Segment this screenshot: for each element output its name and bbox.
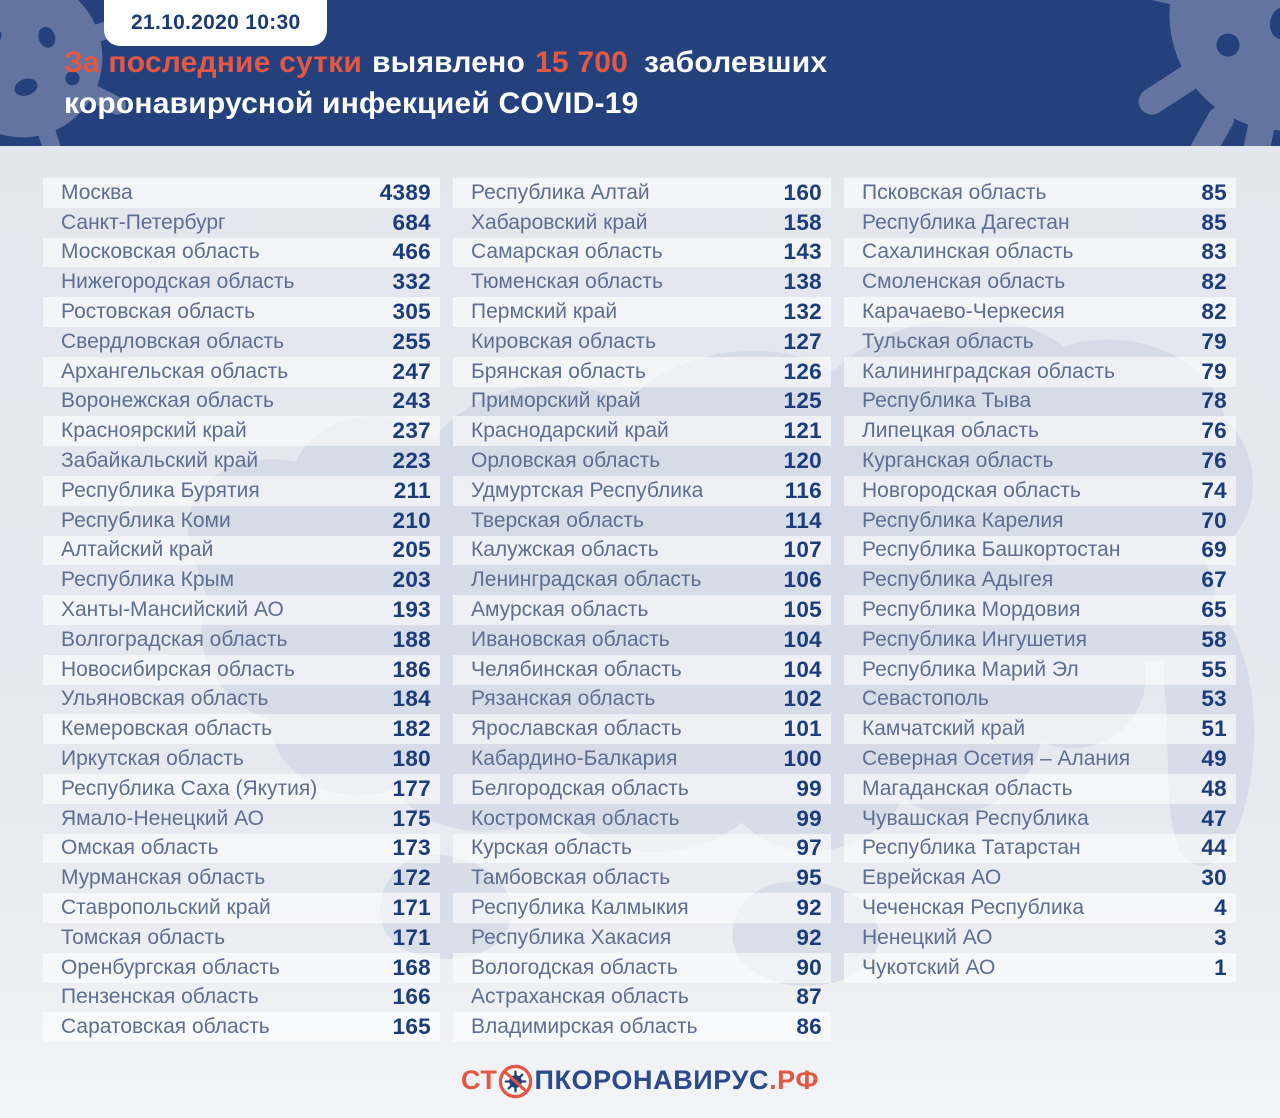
region-value: 165 [392, 1014, 431, 1040]
region-name: Москва [61, 180, 133, 204]
logo-mid: ПКОРОНАВИРУС [534, 1065, 770, 1095]
table-row [453, 297, 831, 327]
title-tail: заболевших [644, 46, 828, 79]
table-row [43, 416, 440, 446]
table-row [844, 714, 1236, 744]
region-value: 247 [392, 358, 431, 384]
table-row [844, 625, 1236, 655]
region-name: Астраханская область [471, 985, 689, 1009]
region-value: 95 [796, 865, 822, 891]
region-name: Омская область [61, 836, 219, 860]
region-name: Республика Марий Эл [862, 657, 1079, 681]
region-value: 76 [1201, 448, 1227, 474]
region-name: Костромская область [471, 806, 680, 830]
region-value: 243 [392, 388, 431, 414]
region-name: Республика Татарстан [862, 836, 1081, 860]
table-row [844, 774, 1236, 804]
region-value: 211 [393, 477, 431, 503]
region-name: Вологодская область [471, 955, 678, 979]
table-row [43, 983, 440, 1013]
table-row [43, 625, 440, 655]
region-name: Республика Карелия [862, 508, 1064, 532]
region-name: Республика Бурятия [61, 478, 260, 502]
table-row [844, 804, 1236, 834]
table-row [844, 327, 1236, 357]
region-value: 255 [392, 328, 431, 354]
region-name: Саратовская область [61, 1015, 270, 1039]
title-line-2: коронавирусной инфекцией COVID-19 [64, 87, 639, 120]
region-name: Краснодарский край [471, 419, 669, 443]
table-row [453, 774, 831, 804]
table-row [43, 804, 440, 834]
region-value: 120 [783, 448, 822, 474]
region-value: 101 [783, 716, 822, 742]
region-name: Чувашская Республика [862, 806, 1089, 830]
table-row [43, 655, 440, 685]
region-name: Московская область [61, 240, 260, 264]
region-value: 173 [392, 835, 431, 861]
region-value: 99 [796, 805, 822, 831]
region-value: 205 [392, 537, 431, 563]
region-name: Республика Адыгея [862, 568, 1054, 592]
region-name: Республика Тыва [862, 389, 1032, 413]
header [0, 0, 1280, 146]
region-value: 104 [783, 626, 822, 652]
region-name: Удмуртская Республика [471, 478, 704, 502]
region-value: 85 [1201, 209, 1227, 235]
region-name: Пензенская область [61, 985, 259, 1009]
table-row [453, 1012, 831, 1042]
region-name: Брянская область [471, 359, 646, 383]
region-name: Рязанская область [471, 687, 656, 711]
body [0, 146, 1280, 1118]
region-name: Орловская область [471, 449, 661, 473]
table-row [453, 983, 831, 1013]
region-value: 97 [796, 835, 822, 861]
table-row [844, 416, 1236, 446]
region-value: 65 [1201, 597, 1227, 623]
region-value: 188 [392, 626, 431, 652]
table-row [43, 774, 440, 804]
table-row [453, 327, 831, 357]
region-value: 1 [1214, 954, 1227, 980]
region-value: 79 [1201, 358, 1227, 384]
table-row [844, 267, 1236, 297]
region-name: Пермский край [471, 300, 618, 324]
region-value: 74 [1201, 477, 1227, 503]
table-row [43, 685, 440, 715]
table-row [453, 595, 831, 625]
region-name: Свердловская область [61, 329, 285, 353]
table-row [43, 595, 440, 625]
region-value: 92 [796, 895, 822, 921]
table-row [453, 357, 831, 387]
table-row [844, 595, 1236, 625]
region-name: Псковская область [862, 180, 1047, 204]
region-value: 116 [784, 477, 822, 503]
region-name: Северная Осетия – Алания [862, 747, 1131, 771]
region-value: 104 [783, 656, 822, 682]
table-row [43, 238, 440, 268]
table-row [844, 506, 1236, 536]
region-value: 171 [392, 895, 431, 921]
region-value: 105 [783, 597, 822, 623]
region-name: Республика Дагестан [862, 210, 1070, 234]
region-value: 107 [783, 537, 822, 563]
region-value: 69 [1201, 537, 1227, 563]
region-name: Челябинская область [471, 657, 682, 681]
region-name: Курская область [471, 836, 632, 860]
region-name: Амурская область [471, 598, 649, 622]
region-value: 184 [392, 686, 431, 712]
logo-prefix: СТ [460, 1065, 498, 1095]
region-name: Новгородская область [862, 478, 1081, 502]
region-name: Приморский край [471, 389, 641, 413]
table-row [43, 357, 440, 387]
region-value: 175 [392, 805, 431, 831]
table-row [453, 267, 831, 297]
region-name: Кировская область [471, 329, 657, 353]
region-name: Калининградская область [862, 359, 1115, 383]
region-name: Ивановская область [471, 627, 670, 651]
region-name: Владимирская область [471, 1015, 698, 1039]
region-name: Воронежская область [61, 389, 274, 413]
table-row [453, 714, 831, 744]
region-value: 3 [1214, 924, 1227, 950]
table-row [43, 565, 440, 595]
region-name: Республика Мордовия [862, 598, 1081, 622]
table-row [844, 446, 1236, 476]
table-row [453, 893, 831, 923]
region-name: Республика Хакасия [471, 925, 672, 949]
title-highlight: За последние сутки [64, 46, 363, 79]
region-name: Севастополь [862, 687, 989, 711]
region-value: 58 [1201, 626, 1227, 652]
region-name: Кабардино-Балкария [471, 747, 678, 771]
region-value: 78 [1201, 388, 1227, 414]
region-value: 30 [1201, 865, 1227, 891]
table-row [453, 387, 831, 417]
region-name: Республика Алтай [471, 180, 650, 204]
region-name: Республика Крым [61, 568, 235, 592]
region-name: Хабаровский край [471, 210, 648, 234]
table-row [43, 208, 440, 238]
table-row [453, 625, 831, 655]
region-value: 82 [1201, 299, 1227, 325]
table-row [844, 565, 1236, 595]
region-name: Ставропольский край [61, 896, 271, 920]
region-name: Томская область [61, 925, 226, 949]
region-name: Красноярский край [61, 419, 247, 443]
region-name: Оренбургская область [61, 955, 280, 979]
table-row [43, 1012, 440, 1042]
region-name: Еврейская АО [862, 866, 1002, 890]
no-virus-icon [498, 1064, 533, 1099]
region-value: 86 [796, 1014, 822, 1040]
region-value: 85 [1201, 179, 1227, 205]
region-name: Ханты-Мансийский АО [61, 598, 284, 622]
regions-column-1 [43, 178, 440, 1042]
table-row [844, 893, 1236, 923]
date-badge [104, 0, 327, 46]
region-name: Тюменская область [471, 270, 663, 294]
region-name: Тульская область [862, 329, 1034, 353]
region-value: 106 [783, 567, 822, 593]
region-name: Алтайский край [61, 538, 214, 562]
region-value: 55 [1201, 656, 1227, 682]
region-name: Чеченская Республика [862, 896, 1084, 920]
table-row [43, 863, 440, 893]
region-value: 166 [392, 984, 431, 1010]
region-name: Ленинградская область [471, 568, 702, 592]
region-value: 193 [392, 597, 431, 623]
logo-suffix: .РФ [769, 1065, 820, 1095]
region-value: 4 [1214, 895, 1227, 921]
region-name: Магаданская область [862, 776, 1073, 800]
region-name: Кемеровская область [61, 717, 273, 741]
table-row [453, 536, 831, 566]
region-value: 160 [783, 179, 822, 205]
regions-column-3 [844, 178, 1236, 1042]
region-value: 143 [783, 239, 822, 265]
title-number: 15 700 [535, 46, 628, 79]
table-row [43, 923, 440, 953]
table-row [844, 238, 1236, 268]
region-name: Республика Калмыкия [471, 896, 689, 920]
table-row [453, 744, 831, 774]
region-value: 168 [392, 954, 431, 980]
region-name: Ненецкий АО [862, 925, 993, 949]
region-value: 125 [783, 388, 822, 414]
table-row [453, 506, 831, 536]
table-row [453, 685, 831, 715]
region-name: Самарская область [471, 240, 663, 264]
region-value: 121 [783, 418, 822, 444]
table-row [43, 297, 440, 327]
region-value: 82 [1201, 269, 1227, 295]
region-value: 90 [796, 954, 822, 980]
table-row [844, 685, 1236, 715]
region-value: 132 [783, 299, 822, 325]
region-value: 126 [783, 358, 822, 384]
table-row [844, 834, 1236, 864]
table-row [453, 476, 831, 506]
table-row [453, 446, 831, 476]
regions-column-2 [453, 178, 831, 1042]
table-row [453, 834, 831, 864]
region-value: 67 [1201, 567, 1227, 593]
region-value: 51 [1201, 716, 1227, 742]
region-name: Мурманская область [61, 866, 266, 890]
region-value: 332 [392, 269, 431, 295]
region-name: Архангельская область [61, 359, 289, 383]
region-name: Ростовская область [61, 300, 256, 324]
region-value: 44 [1201, 835, 1227, 861]
table-row [453, 178, 831, 208]
region-name: Ямало-Ненецкий АО [61, 806, 264, 830]
region-value: 92 [796, 924, 822, 950]
region-value: 180 [392, 746, 431, 772]
title-middle: выявлено [372, 46, 526, 79]
table-row [844, 357, 1236, 387]
region-value: 237 [392, 418, 431, 444]
table-row [453, 416, 831, 446]
table-row [43, 387, 440, 417]
region-value: 102 [783, 686, 822, 712]
region-value: 87 [796, 984, 822, 1010]
region-value: 210 [392, 507, 431, 533]
table-row [43, 744, 440, 774]
table-row [844, 476, 1236, 506]
stopcoronavirus-logo [0, 1063, 1280, 1098]
region-name: Чукотский АО [862, 955, 996, 979]
region-value: 70 [1201, 507, 1227, 533]
region-value: 100 [783, 746, 822, 772]
table-row [43, 506, 440, 536]
table-row [453, 953, 831, 983]
table-row [844, 923, 1236, 953]
table-row [844, 953, 1236, 983]
region-value: 99 [796, 775, 822, 801]
table-row [453, 863, 831, 893]
table-row [844, 297, 1236, 327]
table-row [844, 863, 1236, 893]
table-row [43, 446, 440, 476]
region-name: Белгородская область [471, 776, 689, 800]
table-row [844, 178, 1236, 208]
region-value: 138 [783, 269, 822, 295]
region-value: 83 [1201, 239, 1227, 265]
regions-table [43, 178, 1236, 1042]
region-value: 4389 [379, 179, 431, 205]
table-row [43, 476, 440, 506]
region-name: Республика Коми [61, 508, 231, 532]
region-name: Камчатский край [862, 717, 1026, 741]
table-row [43, 893, 440, 923]
region-value: 127 [783, 328, 822, 354]
table-row [43, 834, 440, 864]
table-row [453, 923, 831, 953]
region-name: Смоленская область [862, 270, 1066, 294]
region-value: 305 [392, 299, 431, 325]
region-value: 182 [392, 716, 431, 742]
region-name: Курганская область [862, 449, 1054, 473]
table-row [453, 238, 831, 268]
region-name: Тамбовская область [471, 866, 671, 890]
region-value: 158 [783, 209, 822, 235]
region-value: 76 [1201, 418, 1227, 444]
region-value: 171 [392, 924, 431, 950]
table-row [453, 655, 831, 685]
region-value: 49 [1201, 746, 1227, 772]
region-name: Санкт-Петербург [61, 210, 226, 234]
page-title [64, 42, 827, 124]
region-value: 48 [1201, 775, 1227, 801]
region-name: Республика Ингушетия [862, 627, 1088, 651]
region-name: Калужская область [471, 538, 659, 562]
table-row [43, 178, 440, 208]
region-name: Волгоградская область [61, 627, 288, 651]
region-name: Новосибирская область [61, 657, 295, 681]
region-value: 684 [392, 209, 431, 235]
region-name: Нижегородская область [61, 270, 295, 294]
region-name: Республика Саха (Якутия) [61, 776, 318, 800]
region-name: Карачаево-Черкесия [862, 300, 1065, 324]
region-name: Ярославская область [471, 717, 682, 741]
region-name: Липецкая область [862, 419, 1039, 443]
region-value: 186 [392, 656, 431, 682]
region-value: 466 [392, 239, 431, 265]
table-row [453, 208, 831, 238]
region-value: 223 [392, 448, 431, 474]
virus-decoration-icon [1089, 0, 1280, 146]
table-row [43, 536, 440, 566]
region-value: 172 [392, 865, 431, 891]
table-row [844, 387, 1236, 417]
title-line-1 [64, 42, 827, 83]
region-value: 114 [784, 507, 822, 533]
table-row [844, 208, 1236, 238]
region-name: Иркутская область [61, 747, 244, 771]
date-badge-text: 21.10.2020 10:30 [131, 11, 301, 34]
table-row [43, 714, 440, 744]
region-name: Тверская область [471, 508, 644, 532]
region-value: 53 [1201, 686, 1227, 712]
region-name: Республика Башкортостан [862, 538, 1121, 562]
table-row [43, 327, 440, 357]
region-value: 203 [392, 567, 431, 593]
region-value: 79 [1201, 328, 1227, 354]
table-row [844, 744, 1236, 774]
table-row [844, 536, 1236, 566]
region-name: Ульяновская область [61, 687, 269, 711]
region-name: Забайкальский край [61, 449, 259, 473]
table-row [43, 267, 440, 297]
table-row [453, 804, 831, 834]
table-row [43, 953, 440, 983]
region-value: 47 [1201, 805, 1227, 831]
region-value: 177 [392, 775, 431, 801]
table-row [844, 655, 1236, 685]
table-row [453, 565, 831, 595]
region-name: Сахалинская область [862, 240, 1074, 264]
